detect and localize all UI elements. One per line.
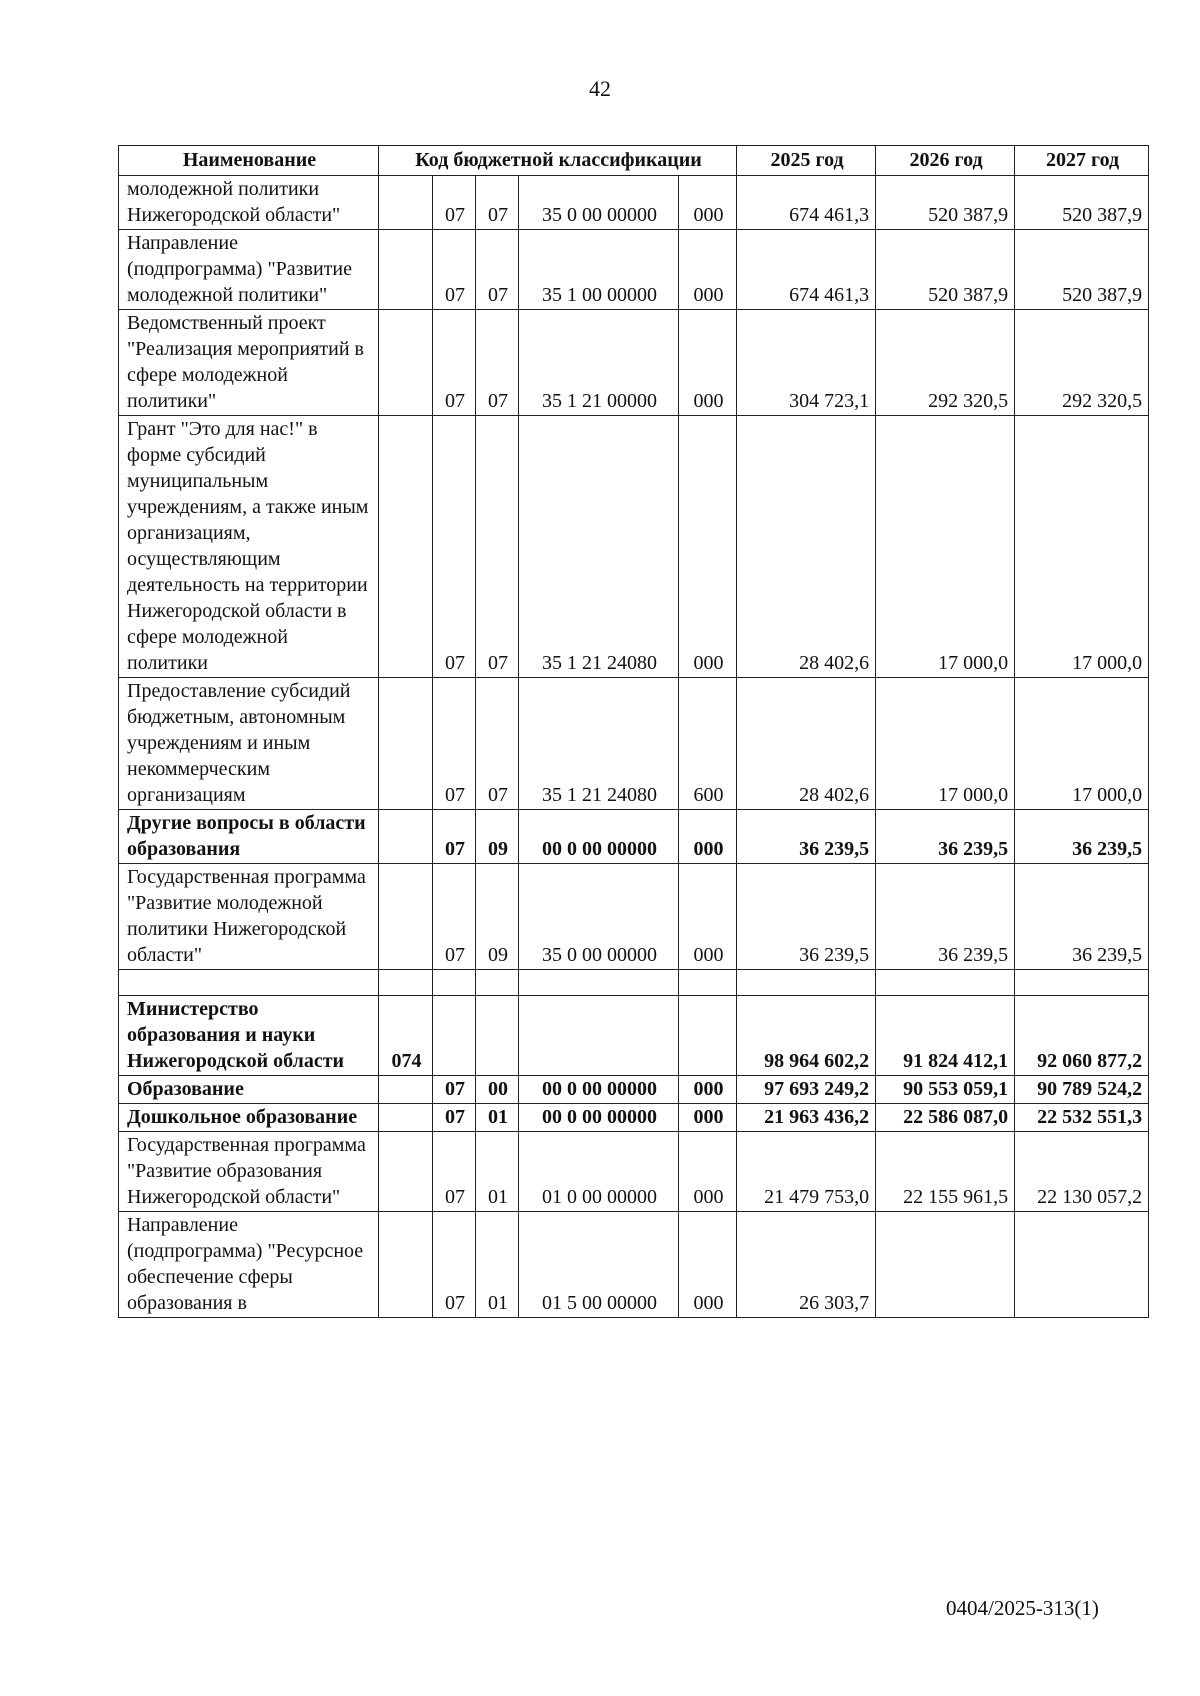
ministry-code-cell (379, 310, 433, 416)
expense-code-cell: 000 (679, 1076, 737, 1104)
target-code-cell: 01 0 00 00000 (519, 1132, 679, 1212)
table-row (119, 1212, 1149, 1318)
amount-2027-cell: 36 239,5 (1015, 810, 1149, 864)
amount-2025-cell (737, 970, 876, 996)
amount-2027-cell: 520 387,9 (1015, 230, 1149, 310)
amount-2025-cell: 674 461,3 (737, 230, 876, 310)
amount-2025-cell: 97 693 249,2 (737, 1076, 876, 1104)
expense-code-cell (679, 970, 737, 996)
section-code-cell: 07 (433, 810, 476, 864)
ministry-code-cell (379, 416, 433, 678)
subsection-code-cell (476, 996, 519, 1076)
section-code-cell: 07 (433, 230, 476, 310)
subsection-code-cell: 07 (476, 230, 519, 310)
row-name-cell: молодежной политики Нижегородской области" (119, 176, 379, 230)
table-row (119, 970, 1149, 996)
amount-2026-cell: 91 824 412,1 (876, 996, 1015, 1076)
expense-code-cell: 000 (679, 176, 737, 230)
expense-code-cell: 000 (679, 1132, 737, 1212)
header-name: Наименование (119, 146, 379, 176)
section-code-cell: 07 (433, 678, 476, 810)
table-row (119, 416, 1149, 678)
amount-2027-cell: 17 000,0 (1015, 678, 1149, 810)
table-row (119, 810, 1149, 864)
expense-code-cell: 000 (679, 864, 737, 970)
ministry-code-cell (379, 230, 433, 310)
ministry-code-cell (379, 1132, 433, 1212)
target-code-cell (519, 970, 679, 996)
header-2026: 2026 год (876, 146, 1015, 176)
row-name-cell: Дошкольное образование (119, 1104, 379, 1132)
row-name-cell: Направление (подпрограмма) "Ресурсное обеспечение сферы образования в (119, 1212, 379, 1318)
table-row (119, 176, 1149, 230)
subsection-code-cell (476, 970, 519, 996)
document-code: 0404/2025-313(1) (946, 1596, 1099, 1620)
amount-2025-cell: 28 402,6 (737, 678, 876, 810)
target-code-cell: 35 0 00 00000 (519, 864, 679, 970)
section-code-cell: 07 (433, 1212, 476, 1318)
amount-2026-cell: 22 155 961,5 (876, 1132, 1015, 1212)
expense-code-cell: 000 (679, 230, 737, 310)
header-code: Код бюджетной классификации (379, 146, 737, 176)
amount-2027-cell (1015, 970, 1149, 996)
section-code-cell (433, 970, 476, 996)
amount-2025-cell: 26 303,7 (737, 1212, 876, 1318)
header-row (119, 146, 1149, 176)
amount-2026-cell: 36 239,5 (876, 864, 1015, 970)
target-code-cell: 00 0 00 00000 (519, 1104, 679, 1132)
subsection-code-cell: 01 (476, 1104, 519, 1132)
target-code-cell: 01 5 00 00000 (519, 1212, 679, 1318)
ministry-code-cell: 074 (379, 996, 433, 1076)
target-code-cell: 00 0 00 00000 (519, 1076, 679, 1104)
amount-2025-cell: 304 723,1 (737, 310, 876, 416)
subsection-code-cell: 09 (476, 810, 519, 864)
section-code-cell: 07 (433, 176, 476, 230)
ministry-code-cell (379, 1104, 433, 1132)
amount-2026-cell: 520 387,9 (876, 230, 1015, 310)
target-code-cell (519, 996, 679, 1076)
subsection-code-cell: 07 (476, 176, 519, 230)
amount-2026-cell: 17 000,0 (876, 678, 1015, 810)
subsection-code-cell: 01 (476, 1132, 519, 1212)
row-name-cell: Государственная программа "Развитие образования Нижегородской области" (119, 1132, 379, 1212)
table-row (119, 230, 1149, 310)
section-code-cell (433, 996, 476, 1076)
amount-2027-cell: 17 000,0 (1015, 416, 1149, 678)
ministry-code-cell (379, 810, 433, 864)
header-2027: 2027 год (1015, 146, 1149, 176)
row-name-cell: Грант "Это для нас!" в форме субсидий муниципальным учреждениям, а также иным организациям, осуществляющим деятельность на территории Нижегородской области в сфере молодежной политики (119, 416, 379, 678)
amount-2027-cell: 292 320,5 (1015, 310, 1149, 416)
amount-2026-cell: 22 586 087,0 (876, 1104, 1015, 1132)
row-name-cell: Государственная программа "Развитие молодежной политики Нижегородской области" (119, 864, 379, 970)
table-row (119, 1104, 1149, 1132)
amount-2027-cell: 22 532 551,3 (1015, 1104, 1149, 1132)
subsection-code-cell: 07 (476, 678, 519, 810)
expense-code-cell: 000 (679, 416, 737, 678)
ministry-code-cell (379, 970, 433, 996)
amount-2027-cell: 92 060 877,2 (1015, 996, 1149, 1076)
section-code-cell: 07 (433, 1104, 476, 1132)
amount-2025-cell: 21 479 753,0 (737, 1132, 876, 1212)
row-name-cell: Предоставление субсидий бюджетным, автономным учреждениям и иным некоммерческим организациям (119, 678, 379, 810)
section-code-cell: 07 (433, 1076, 476, 1104)
expense-code-cell: 000 (679, 310, 737, 416)
amount-2026-cell (876, 970, 1015, 996)
amount-2027-cell: 36 239,5 (1015, 864, 1149, 970)
amount-2025-cell: 21 963 436,2 (737, 1104, 876, 1132)
expense-code-cell: 000 (679, 1104, 737, 1132)
row-name-cell: Образование (119, 1076, 379, 1104)
target-code-cell: 35 0 00 00000 (519, 176, 679, 230)
subsection-code-cell: 00 (476, 1076, 519, 1104)
amount-2027-cell: 22 130 057,2 (1015, 1132, 1149, 1212)
ministry-code-cell (379, 1076, 433, 1104)
section-code-cell: 07 (433, 1132, 476, 1212)
expense-code-cell: 600 (679, 678, 737, 810)
ministry-code-cell (379, 1212, 433, 1318)
row-name-cell (119, 970, 379, 996)
amount-2026-cell (876, 1212, 1015, 1318)
row-name-cell: Ведомственный проект "Реализация мероприятий в сфере молодежной политики" (119, 310, 379, 416)
table-body (119, 176, 1149, 1318)
header-2025: 2025 год (737, 146, 876, 176)
subsection-code-cell: 07 (476, 416, 519, 678)
amount-2027-cell (1015, 1212, 1149, 1318)
expense-code-cell (679, 996, 737, 1076)
amount-2026-cell: 36 239,5 (876, 810, 1015, 864)
budget-table (118, 145, 1149, 1318)
amount-2026-cell: 520 387,9 (876, 176, 1015, 230)
amount-2027-cell: 90 789 524,2 (1015, 1076, 1149, 1104)
amount-2025-cell: 36 239,5 (737, 864, 876, 970)
table-row (119, 310, 1149, 416)
target-code-cell: 35 1 21 24080 (519, 678, 679, 810)
amount-2026-cell: 292 320,5 (876, 310, 1015, 416)
table-row (119, 1132, 1149, 1212)
ministry-code-cell (379, 678, 433, 810)
table-row (119, 678, 1149, 810)
amount-2027-cell: 520 387,9 (1015, 176, 1149, 230)
section-code-cell: 07 (433, 864, 476, 970)
subsection-code-cell: 09 (476, 864, 519, 970)
amount-2025-cell: 36 239,5 (737, 810, 876, 864)
amount-2025-cell: 674 461,3 (737, 176, 876, 230)
ministry-code-cell (379, 864, 433, 970)
section-code-cell: 07 (433, 416, 476, 678)
page-number: 42 (589, 76, 611, 101)
amount-2026-cell: 17 000,0 (876, 416, 1015, 678)
amount-2026-cell: 90 553 059,1 (876, 1076, 1015, 1104)
row-name-cell: Министерство образования и науки Нижегородской области (119, 996, 379, 1076)
expense-code-cell: 000 (679, 1212, 737, 1318)
target-code-cell: 35 1 21 00000 (519, 310, 679, 416)
section-code-cell: 07 (433, 310, 476, 416)
target-code-cell: 00 0 00 00000 (519, 810, 679, 864)
subsection-code-cell: 01 (476, 1212, 519, 1318)
ministry-code-cell (379, 176, 433, 230)
expense-code-cell: 000 (679, 810, 737, 864)
target-code-cell: 35 1 00 00000 (519, 230, 679, 310)
amount-2025-cell: 98 964 602,2 (737, 996, 876, 1076)
table-row (119, 1076, 1149, 1104)
table-row (119, 864, 1149, 970)
row-name-cell: Другие вопросы в области образования (119, 810, 379, 864)
row-name-cell: Направление (подпрограмма) "Развитие молодежной политики" (119, 230, 379, 310)
subsection-code-cell: 07 (476, 310, 519, 416)
amount-2025-cell: 28 402,6 (737, 416, 876, 678)
table-row (119, 996, 1149, 1076)
target-code-cell: 35 1 21 24080 (519, 416, 679, 678)
